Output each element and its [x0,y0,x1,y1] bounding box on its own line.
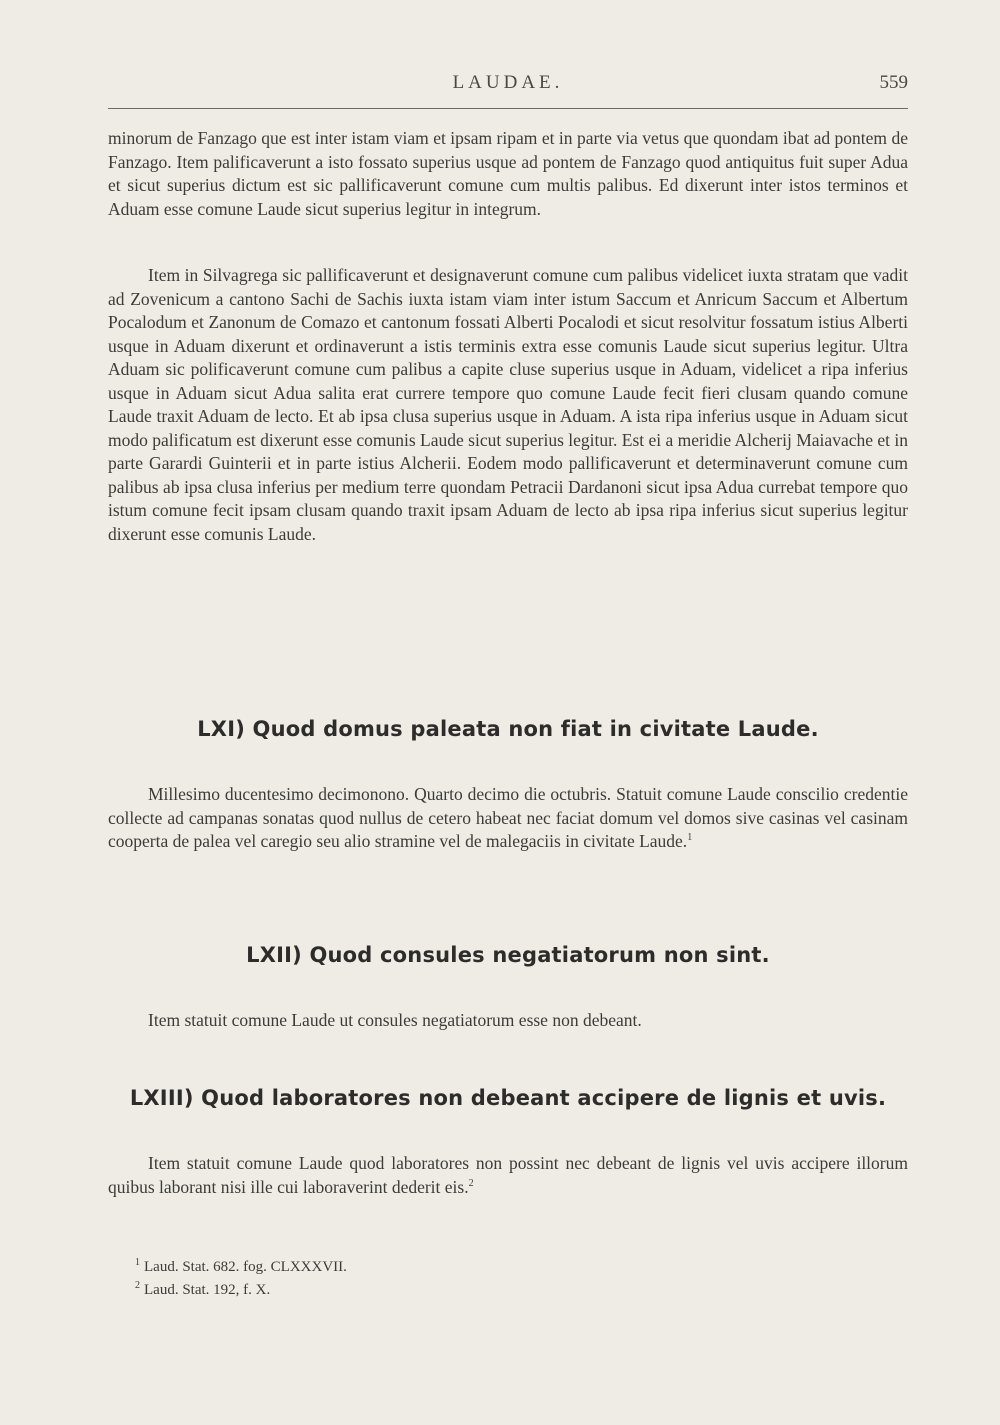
footnotes [135,1256,735,1302]
paragraph-continued: minorum de Fanzago que est inter istam viam et ipsam ripam et in parte via vetus que quondam ibat ad pontem de Fanzago. Item palificaverunt a isto fossato superius usque ad pontem de Fanzago quod antiquitus fuit super Adua et sicut superius dictum est sic pallificaverunt comune cum multis palibus. Ed dixerunt inter istos terminos et Aduam esse comune Laude sicut superius legitur in integrum. [108,128,908,219]
running-header [108,72,908,102]
section-heading-lxii: LXII) Quod consules negatiatorum non sint. [246,943,770,967]
footnote-ref-2: 2 [468,1177,474,1189]
footnote-ref-1: 1 [687,832,693,844]
footnote [135,1279,735,1302]
paragraph-silvagrega: Item in Silvagrega sic pallificaverunt et designaverunt comune cum palibus videlicet iuxta stratam que vadit ad Zovenicum a cantono Sachi de Sachis iuxta istam viam inter istum Saccum et Anricum Saccum et Albertum Pocalodum et Zanonum de Comazo et cantonum fossati Alberti Pocalodi et sicut resolvitur fossatum istius Alberti usque in Aduam dixerunt et ordinaverunt a istis terminis extra esse comunis Laude sicut superius legitur. Ultra Aduam sic polificaverunt comune cum palibus a capite cluse superius usque in Aduam, videlicet a ripa inferius usque in Aduam sicut Adua salita erat currere tempore quo comune Laude fecit fieri clusam quando comune Laude traxit Aduam de lecto. Et ab ipsa clusa superius usque in Aduam. A ista ripa inferius usque in Aduam sicut modo palificatum est dixerunt esse comunis Laude sicut superius legitur. Est ei a meridie Alcherij Maiavache et in parte Garardi Guinterii et in parte istius Alcherii. Eodem modo pallificaverunt et determinaverunt comune cum palibus ab ipsa clusa inferius per medium terre quondam Petracii Dardanoni sicut ipsa Adua currebat tempore quo istum comune fecit ipsam clusam quando traxit ipsam Aduam de lecto ab ipsa ripa inferius sicut superius legitur dixerunt esse comunis Laude. [108,265,908,544]
page-number: 559 [879,72,908,93]
section-text-lxi [108,783,908,854]
section-text-lxii: Item statuit comune Laude ut consules negatiatorum esse non debeant. [148,1010,642,1030]
running-title: LAUDAE. [452,72,564,93]
section-heading-lxi: LXI) Quod domus paleata non fiat in civitate Laude. [197,717,819,741]
section-text-lxiii [108,1152,908,1199]
section-text-lxi-body: Millesimo ducentesimo decimonono. Quarto decimo die octubris. Statuit comune Laude conscilio credentie collecte ad campanas sonatas quod nullus de cetero habeat nec faciat domum vel domos sive casinas vel casinam cooperta de palea vel caregio seu alio stramine vel de malegaciis in civitate Laude. [108,784,908,851]
header-rule [108,108,908,109]
footnote-mark: 1 [135,1257,140,1268]
footnote-text: Laud. Stat. 192, f. X. [144,1282,271,1298]
footnote-text: Laud. Stat. 682. fog. CLXXXVII. [144,1259,347,1275]
section-text-lxiii-body: Item statuit comune Laude quod laboratores non possint nec debeant de lignis vel uvis accipere illorum quibus laborant nisi ille cui laboraverint dederit eis. [108,1153,908,1197]
footnote-mark: 2 [135,1280,140,1291]
section-heading-lxiii: LXIII) Quod laboratores non debeant accipere de lignis et uvis. [129,1086,887,1110]
footnote [135,1256,735,1279]
